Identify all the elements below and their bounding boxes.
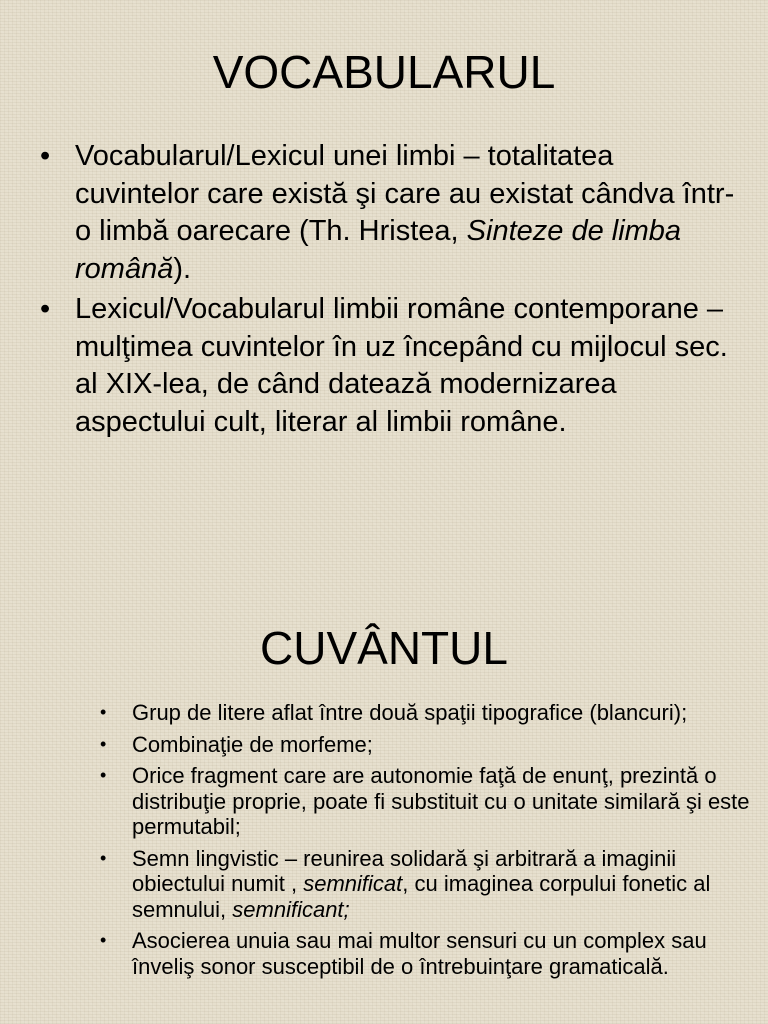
term-semnificant: semnificant; (232, 896, 350, 922)
bullet-text: Vocabularul/Lexicul unei limbi – totalitatea cuvintelor care există şi care au existat cândva într-o limbă oarecare (Th. Hristea, Sinteze de limba română). (75, 140, 735, 285)
bullet-item (100, 732, 760, 758)
bullet-item (100, 846, 760, 923)
bullet-text: Orice fragment care are autonomie faţă de enunţ, prezintă o distribuţie proprie, poate fi substituit cu o unitate similară şi este permutabil; (132, 763, 750, 839)
bullet-icon: • (100, 765, 107, 785)
book-title: Sinteze de limba română (75, 215, 682, 285)
bullet-text: Semn lingvistic – reunirea solidară şi arbitrară a imaginii obiectului numit , semnificat, cu imaginea corpului fonetic al semnului, semnificant; (132, 845, 711, 922)
bullet-icon: • (40, 293, 51, 325)
bullet-item (100, 763, 760, 840)
bullet-text: Asocierea unuia sau mai multor sensuri cu un complex sau înveliş sonor susceptibil de o întrebuinţare gramaticală. (132, 928, 707, 979)
slide-cuvantul (0, 512, 768, 1024)
bullet-item (40, 291, 740, 441)
bullet-item (100, 928, 760, 979)
bullet-icon: • (100, 930, 107, 950)
bullet-text: Lexicul/Vocabularul limbii române contemporane – mulţimea cuvintelor în uz începând cu mijlocul sec. al XIX-lea, de când datează modernizarea aspectului cult, literar al limbii române. (75, 293, 728, 438)
bullet-icon: • (40, 140, 51, 172)
bullet-text: Grup de litere aflat între două spaţii tipografice (blancuri); (132, 700, 688, 725)
bullet-icon: • (100, 733, 107, 754)
bullet-list (100, 700, 760, 985)
bullet-list (40, 138, 740, 444)
slide-title: CUVÂNTUL (260, 622, 508, 674)
term-semnificat: semnificat (303, 871, 403, 896)
bullet-icon: • (100, 702, 107, 722)
bullet-item (100, 700, 760, 726)
bullet-text: Combinaţie de morfeme; (132, 731, 373, 757)
bullet-icon: • (100, 847, 107, 868)
bullet-item (40, 138, 740, 288)
slide-title: VOCABULARUL (212, 46, 556, 98)
